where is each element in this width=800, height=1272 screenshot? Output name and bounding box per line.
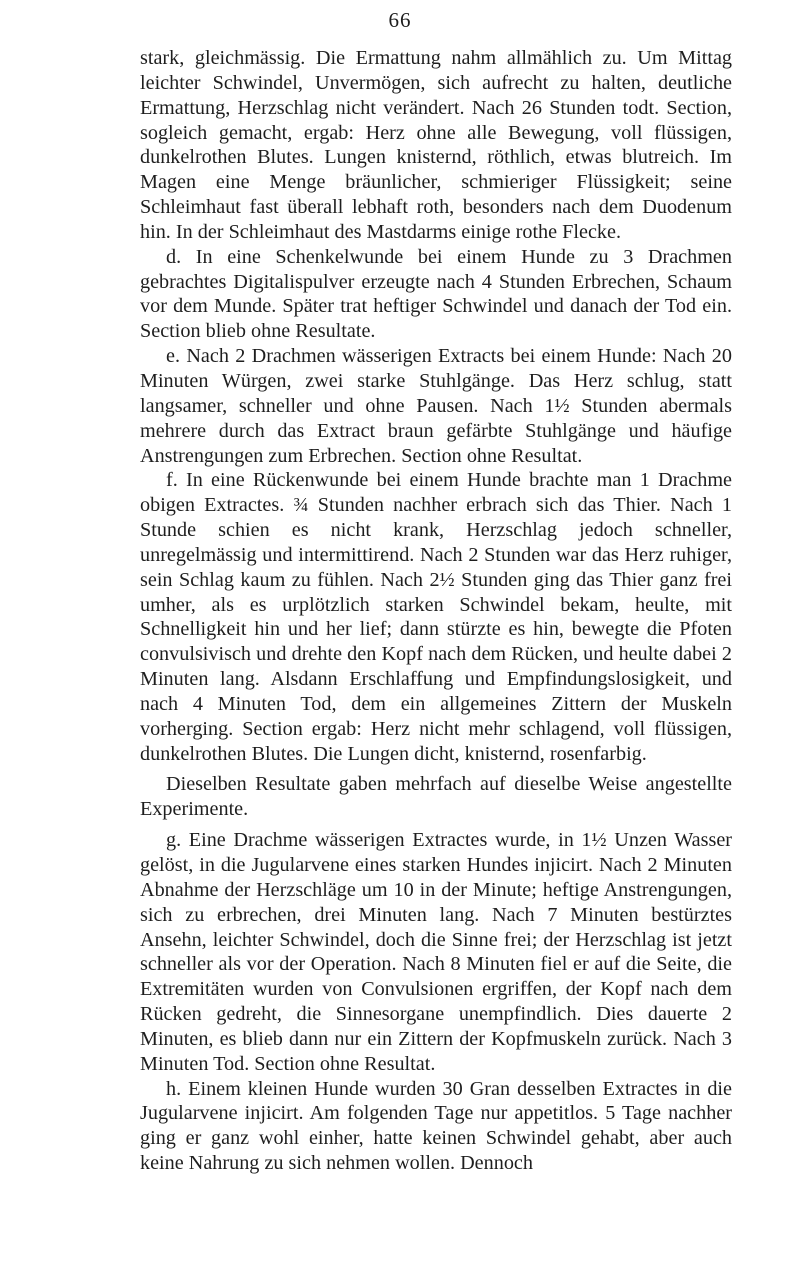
paragraph-h: h. Einem kleinen Hunde wurden 30 Gran desselben Extractes in die Jugularvene injicirt. Am folgenden Tage nur appetitlos. 5 Tage nachher ging er ganz wohl einher, hatte keinen Schwindel gehabt, aber auch keine Nahrung zu sich nehmen wollen. Dennoch xyxy=(140,1077,732,1175)
paragraph-f: f. In eine Rückenwunde bei einem Hunde brachte man 1 Drachme obigen Extractes. ¾ Stunden nachher erbrach sich das Thier. Nach 1 Stunde schien es nicht krank, Herzschlag jedoch schneller, unregelmässig und intermittirend. Nach 2 Stunden war das Herz ruhiger, sein Schlag kaum zu fühlen. Nach 2½ Stunden ging das Thier ganz frei umher, als es urplötzlich starken Schwindel bekam, heulte, mit Schnelligkeit hin und her lief; dann stürzte es hin, bewegte die Pfoten convulsivisch und drehte den Kopf nach dem Rücken, und heulte dabei 2 Minuten lang. Alsdann Erschlaffung und Empfindungslosigkeit, und nach 4 Minuten Tod, dem ein allgemeines Zittern der Muskeln vorherging. Section ergab: Herz nicht mehr schlagend, voll flüssigen, dunkelrothen Blutes. Die Lungen dicht, knisternd, rosenfarbig. xyxy=(140,469,732,765)
page-number: 66 xyxy=(388,8,412,32)
paragraph-e: e. Nach 2 Drachmen wässerigen Extracts bei einem Hunde: Nach 20 Minuten Würgen, zwei starke Stuhlgänge. Das Herz schlug, statt langsamer, schneller und ohne Pausen. Nach 1½ Stunden abermals mehrere durch das Extract braun gefärbte Stuhlgänge und häufige Anstrengungen zum Erbrechen. Section ohne Resultat. xyxy=(140,345,732,467)
paragraph-g: g. Eine Drachme wässerigen Extractes wurde, in 1½ Unzen Wasser gelöst, in die Jugularvene eines starken Hundes injicirt. Nach 2 Minuten Abnahme der Herzschläge um 10 in der Minute; heftige Anstrengungen, sich zu erbrechen, drei Minuten lang. Nach 7 Minuten bestürztes Ansehn, leichter Schwindel, doch die Sinne frei; der Herzschlag ist jetzt schneller als vor der Operation. Nach 8 Minuten fiel er auf die Seite, die Extremitäten wurden von Convulsionen ergriffen, der Kopf nach dem Rücken gedreht, die Sinnesorgane unempfindlich. Dies dauerte 2 Minuten, es blieb dann nur ein Zittern der Kopfmuskeln zurück. Nach 3 Minuten Tod. Section ohne Resultat. xyxy=(140,829,732,1075)
paragraph-summary: Dieselben Resultate gaben mehrfach auf dieselbe Weise angestellte Experimente. xyxy=(140,773,732,821)
paragraph-d: d. In eine Schenkelwunde bei einem Hunde zu 3 Drachmen gebrachtes Digitalispulver erzeugte nach 4 Stunden Erbrechen, Schaum vor dem Munde. Später trat heftiger Schwindel und danach der Tod ein. Section blieb ohne Resultate. xyxy=(140,245,732,343)
paragraph-c-continuation: stark, gleichmässig. Die Ermattung nahm allmählich zu. Um Mittag leichter Schwindel, Unvermögen, sich aufrecht zu halten, deutliche Ermattung, Herzschlag nicht verändert. Nach 26 Stunden todt. Section, sogleich gemacht, ergab: Herz ohne alle Bewegung, voll flüssigen, dunkelrothen Blutes. Lungen knisternd, röthlich, etwas blutreich. Im Magen eine Menge bräunlicher, schmieriger Flüssigkeit; seine Schleimhaut fast überall lebhaft roth, besonders nach dem Duodenum hin. In der Schleimhaut des Mastdarms einige rothe Flecke. xyxy=(140,47,732,243)
body-text xyxy=(140,46,732,1176)
